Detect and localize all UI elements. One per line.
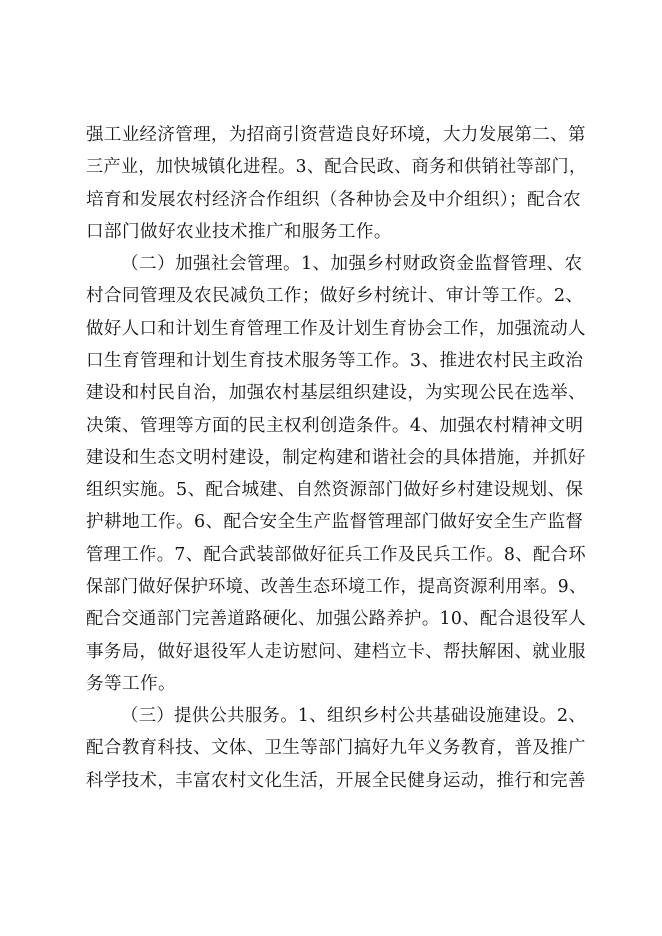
text-line: 口生育管理和计划生育技术服务等工作。3、推进农村民主政治 — [86, 351, 584, 371]
text-line: 建设和村民自治，加强农村基层组织建设，为实现公民在选举、 — [86, 383, 586, 403]
text-line: 事务局，做好退役军人走访慰问、建档立卡、帮扶解困、就业服 — [86, 642, 586, 662]
text-line: 护耕地工作。6、配合安全生产监督管理部门做好安全生产监督 — [86, 512, 584, 532]
text-line: 培育和发展农村经济合作组织（各种协会及中介组织）；配合农 — [86, 190, 582, 210]
text-line: 组织实施。5、配合城建、自然资源部门做好乡村建设规划、保 — [86, 480, 584, 500]
text-line: 保部门做好保护环境、改善生态环境工作，提高资源利用率。9、 — [86, 577, 587, 597]
text-line: 建设和生态文明村建设，制定构建和谐社会的具体措施，并抓好 — [86, 448, 586, 468]
text-line: 科学技术，丰富农村文化生活，开展全民健身运动，推行和完善 — [86, 771, 586, 791]
section-heading-line: （三）提供公共服务。1、组织乡村公共基础设施建设。2、 — [121, 706, 587, 726]
text-line: 决策、管理等方面的民主权利创造条件。4、加强农村精神文明 — [86, 416, 584, 436]
text-line: 管理工作。7、配合武装部做好征兵工作及民兵工作。8、配合环 — [86, 545, 587, 565]
text-line: 配合教育科技、文体、卫生等部门搞好九年义务教育，普及推广 — [86, 738, 586, 758]
text-line: 务等工作。 — [86, 674, 176, 694]
text-line: 口部门做好农业技术推广和服务工作。 — [86, 222, 392, 242]
text-line: 村合同管理及农民减负工作；做好乡村统计、审计等工作。2、 — [86, 286, 584, 306]
text-line: 强工业经济管理，为招商引资营造良好环境，大力发展第二、第 — [86, 125, 586, 145]
text-line: 配合交通部门完善道路硬化、加强公路养护。10、配合退役军人 — [86, 609, 587, 629]
text-line: 三产业，加快城镇化进程。3、配合民政、商务和供销社等部门， — [86, 157, 587, 177]
section-heading-line: （二）加强社会管理。1、加强乡村财政资金监督管理、农 — [121, 254, 583, 274]
text-line: 做好人口和计划生育管理工作及计划生育协会工作，加强流动人 — [86, 319, 586, 339]
